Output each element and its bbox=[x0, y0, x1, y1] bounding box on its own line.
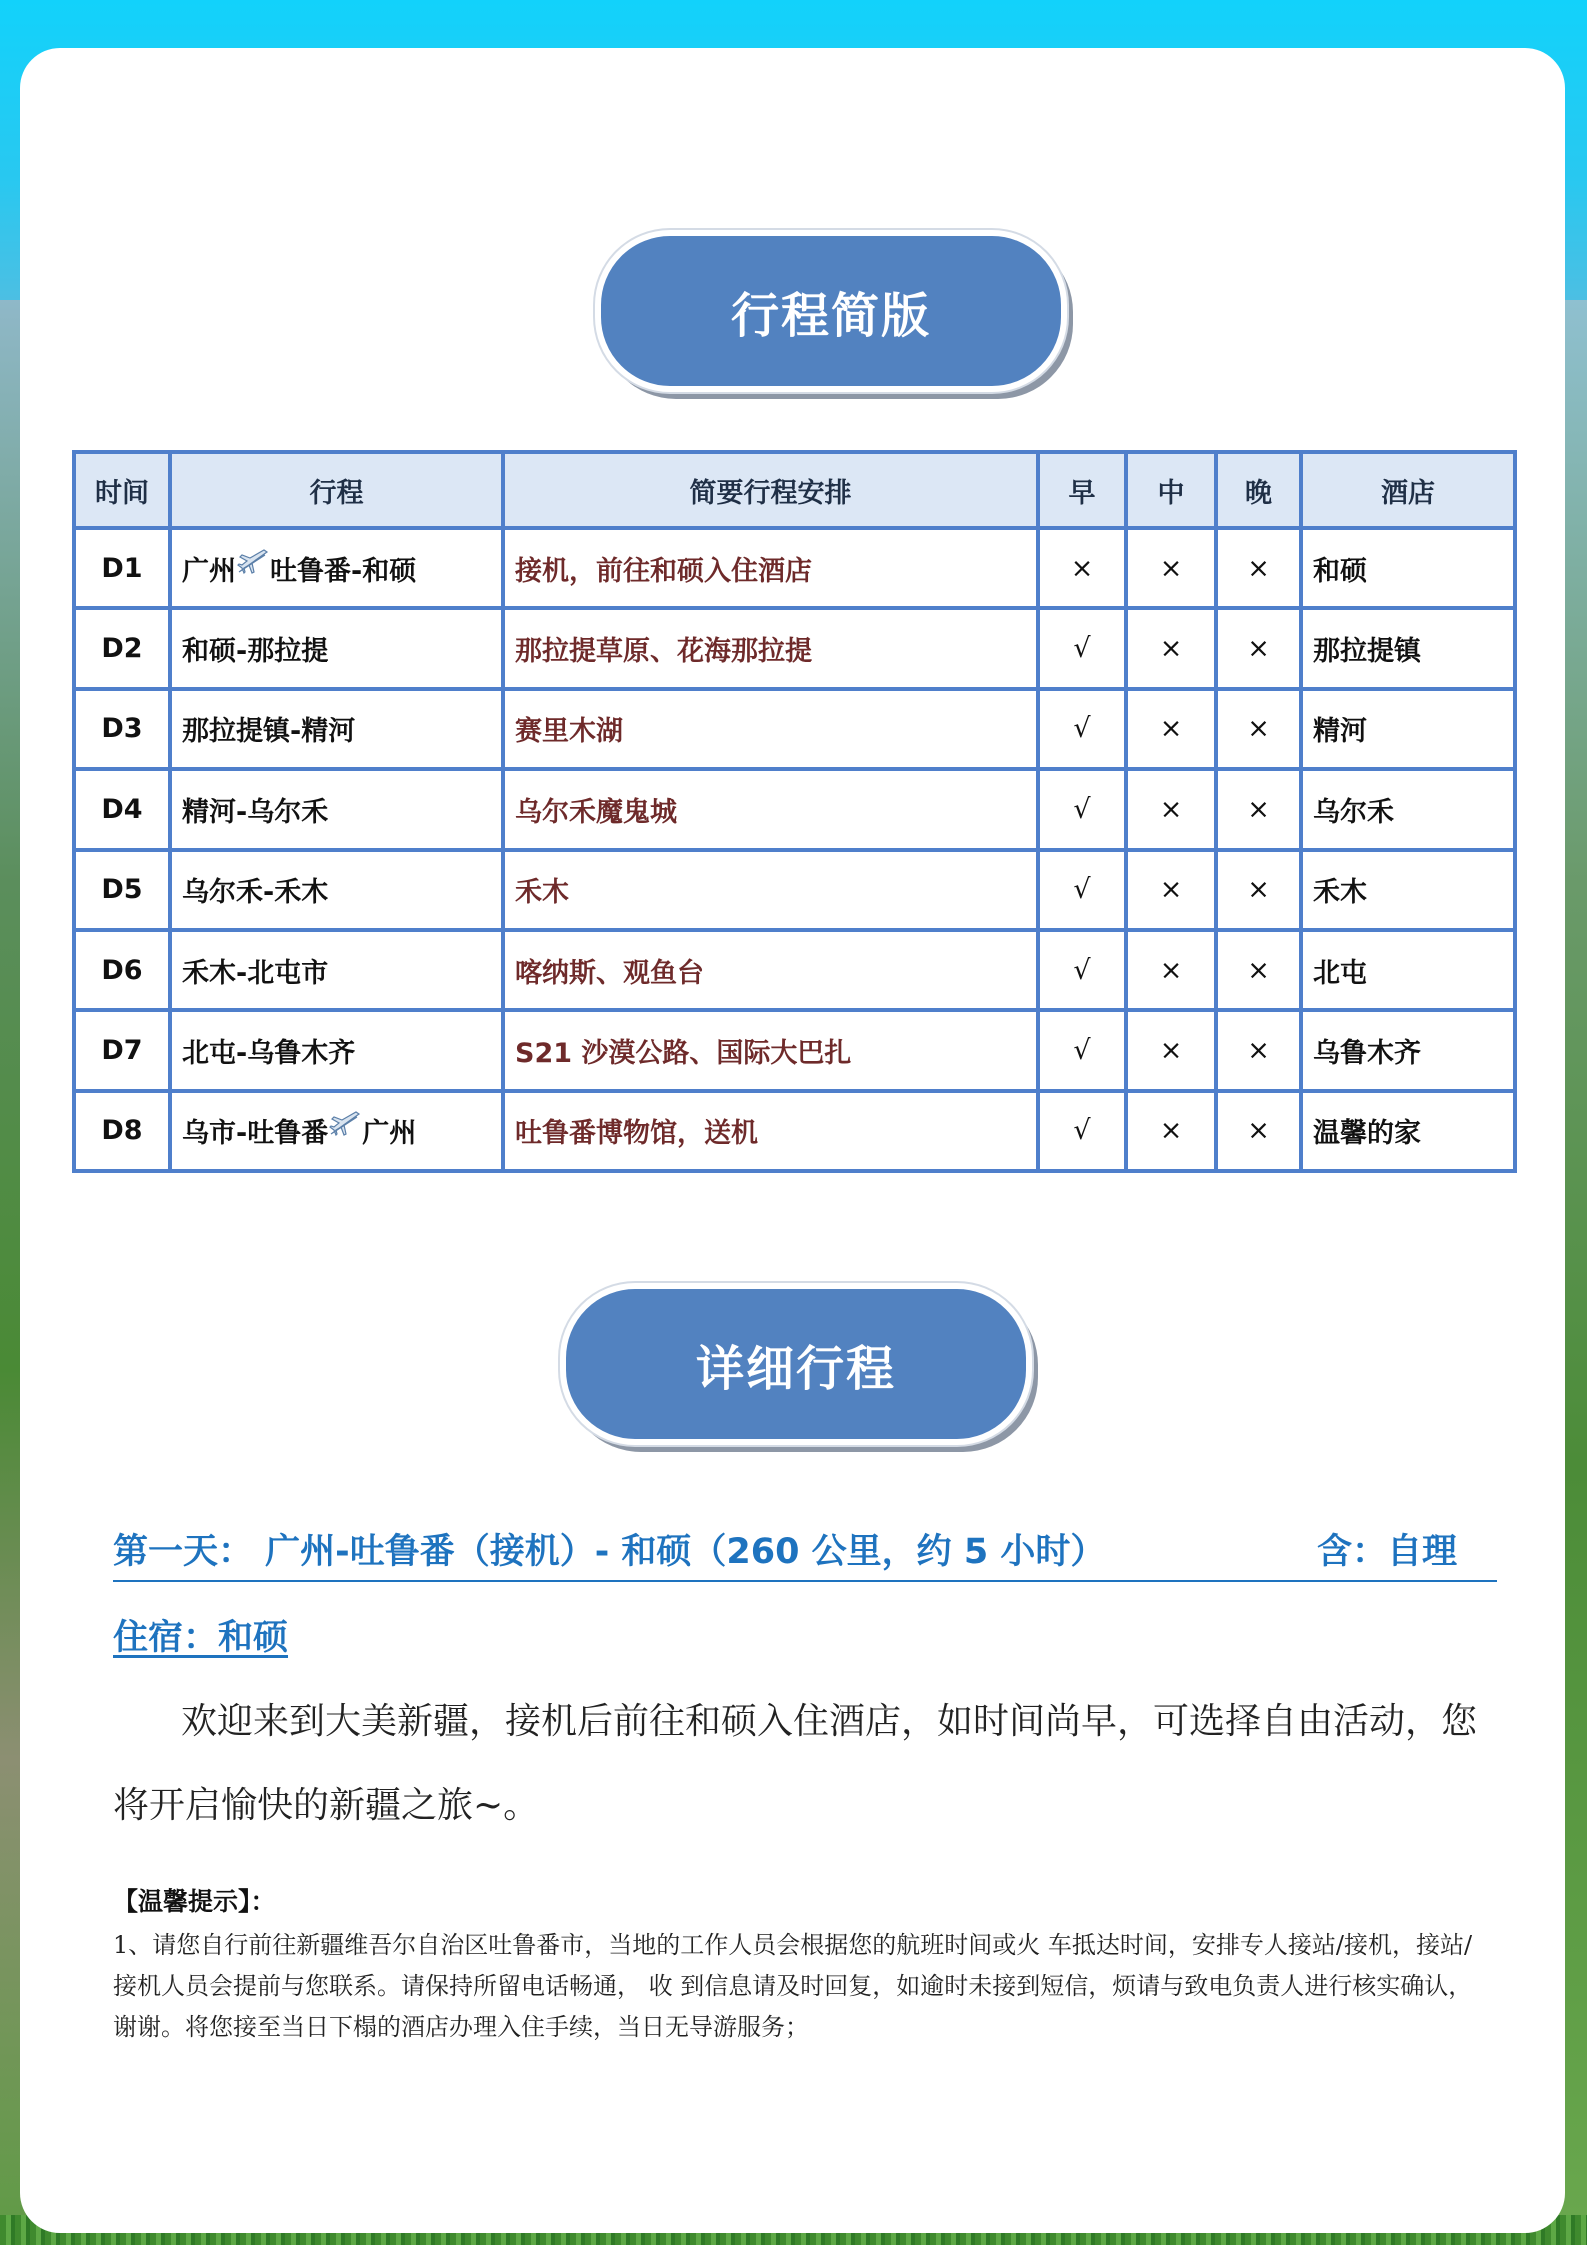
day1-title-text: 第一天： 广州-吐鲁番（接机）- 和硕（260 公里，约 5 小时） bbox=[113, 1532, 1106, 1572]
breakfast-cell: √ bbox=[1038, 769, 1126, 849]
lunch-cell: × bbox=[1126, 1010, 1216, 1090]
day1-lodging: 住宿：和硕 bbox=[113, 1618, 289, 1658]
airplane-icon bbox=[236, 554, 270, 584]
breakfast-cell: × bbox=[1038, 528, 1126, 608]
hotel-cell: 温馨的家 bbox=[1301, 1091, 1515, 1171]
table-row bbox=[74, 608, 1515, 688]
arrangement-cell: 那拉提草原、花海那拉提 bbox=[503, 608, 1038, 688]
header-arrangement: 简要行程安排 bbox=[503, 452, 1038, 528]
route-cell bbox=[170, 1091, 503, 1171]
day-cell: D8 bbox=[74, 1091, 170, 1171]
route-start: 禾木-北屯市 bbox=[182, 957, 329, 989]
day-cell: D3 bbox=[74, 689, 170, 769]
dinner-cell: × bbox=[1216, 1010, 1301, 1090]
table-row bbox=[74, 689, 1515, 769]
lunch-cell: × bbox=[1126, 608, 1216, 688]
route-start: 广州 bbox=[182, 555, 236, 587]
breakfast-cell: √ bbox=[1038, 930, 1126, 1010]
table-row bbox=[74, 850, 1515, 930]
route-cell bbox=[170, 608, 503, 688]
day-cell: D1 bbox=[74, 528, 170, 608]
day-cell: D4 bbox=[74, 769, 170, 849]
lunch-cell: × bbox=[1126, 850, 1216, 930]
route-end: 吐鲁番-和硕 bbox=[270, 555, 417, 587]
hotel-cell: 乌尔禾 bbox=[1301, 769, 1515, 849]
route-start: 乌尔禾-禾木 bbox=[182, 877, 329, 909]
arrangement-cell: 接机，前往和硕入住酒店 bbox=[503, 528, 1038, 608]
day1-meals: 含：自理 bbox=[1316, 1532, 1457, 1572]
arrangement-cell: 赛里木湖 bbox=[503, 689, 1038, 769]
route-cell bbox=[170, 528, 503, 608]
arrangement-cell: 禾木 bbox=[503, 850, 1038, 930]
table-row bbox=[74, 1091, 1515, 1171]
route-start: 精河-乌尔禾 bbox=[182, 796, 329, 828]
arrangement-cell: 喀纳斯、观鱼台 bbox=[503, 930, 1038, 1010]
hotel-cell: 乌鲁木齐 bbox=[1301, 1010, 1515, 1090]
table-row bbox=[74, 930, 1515, 1010]
day-cell: D7 bbox=[74, 1010, 170, 1090]
breakfast-cell: √ bbox=[1038, 1010, 1126, 1090]
header-time: 时间 bbox=[74, 452, 170, 528]
header-breakfast: 早 bbox=[1038, 452, 1126, 528]
dinner-cell: × bbox=[1216, 528, 1301, 608]
hotel-cell: 精河 bbox=[1301, 689, 1515, 769]
hotel-cell: 北屯 bbox=[1301, 930, 1515, 1010]
arrangement-cell: 吐鲁番博物馆，送机 bbox=[503, 1091, 1038, 1171]
breakfast-cell: √ bbox=[1038, 1091, 1126, 1171]
lunch-cell: × bbox=[1126, 930, 1216, 1010]
dinner-cell: × bbox=[1216, 930, 1301, 1010]
day-cell: D2 bbox=[74, 608, 170, 688]
route-start: 北屯-乌鲁木齐 bbox=[182, 1037, 356, 1069]
breakfast-cell: √ bbox=[1038, 689, 1126, 769]
route-cell bbox=[170, 1010, 503, 1090]
day1-title bbox=[113, 1524, 1497, 1582]
itinerary-table bbox=[72, 450, 1517, 1173]
header-route: 行程 bbox=[170, 452, 503, 528]
airplane-icon bbox=[328, 1116, 362, 1146]
route-start: 那拉提镇-精河 bbox=[182, 716, 356, 748]
dinner-cell: × bbox=[1216, 608, 1301, 688]
dinner-cell: × bbox=[1216, 689, 1301, 769]
table-row bbox=[74, 769, 1515, 849]
section-title-detail: 详细行程 bbox=[560, 1283, 1032, 1445]
dinner-cell: × bbox=[1216, 769, 1301, 849]
hotel-cell: 那拉提镇 bbox=[1301, 608, 1515, 688]
lunch-cell: × bbox=[1126, 1091, 1216, 1171]
day1-paragraph: 欢迎来到大美新疆，接机后前往和硕入住酒店，如时间尚早，可选择自由活动，您将开启愉快的新疆之旅~。 bbox=[113, 1701, 1478, 1826]
lunch-cell: × bbox=[1126, 769, 1216, 849]
route-end: 广州 bbox=[362, 1118, 417, 1150]
breakfast-cell: √ bbox=[1038, 850, 1126, 930]
header-dinner: 晚 bbox=[1216, 452, 1301, 528]
day-cell: D5 bbox=[74, 850, 170, 930]
header-lunch: 中 bbox=[1126, 452, 1216, 528]
route-start: 和硕-那拉提 bbox=[182, 636, 329, 668]
arrangement-cell: S21 沙漠公路、国际大巴扎 bbox=[503, 1010, 1038, 1090]
lunch-cell: × bbox=[1126, 689, 1216, 769]
breakfast-cell: √ bbox=[1038, 608, 1126, 688]
hotel-cell: 和硕 bbox=[1301, 528, 1515, 608]
route-cell bbox=[170, 930, 503, 1010]
arrangement-cell: 乌尔禾魔鬼城 bbox=[503, 769, 1038, 849]
route-cell bbox=[170, 850, 503, 930]
dinner-cell: × bbox=[1216, 1091, 1301, 1171]
tips-heading: 【温馨提示】： bbox=[113, 1887, 276, 1916]
route-cell bbox=[170, 689, 503, 769]
header-hotel: 酒店 bbox=[1301, 452, 1515, 528]
hotel-cell: 禾木 bbox=[1301, 850, 1515, 930]
section-title-brief: 行程简版 bbox=[595, 230, 1067, 392]
table-header-row bbox=[74, 452, 1515, 528]
tips-body: 1、请您自行前往新疆维吾尔自治区吐鲁番市，当地的工作人员会根据您的航班时间或火 车抵达时间，安排专人接站/接机，接站/接机人员会提前与您联系。请保持所留电话畅通， 收 到信息请及时回复，如逾时未接到短信，烦请与致电负责人进行核实确认，谢谢。将您接至当日下榻的酒店办理入住手续，当日无导游服务； bbox=[113, 1931, 1473, 2041]
table-row bbox=[74, 528, 1515, 608]
route-start: 乌市-吐鲁番 bbox=[182, 1118, 329, 1150]
day-cell: D6 bbox=[74, 930, 170, 1010]
lunch-cell: × bbox=[1126, 528, 1216, 608]
table-row bbox=[74, 1010, 1515, 1090]
route-cell bbox=[170, 769, 503, 849]
dinner-cell: × bbox=[1216, 850, 1301, 930]
